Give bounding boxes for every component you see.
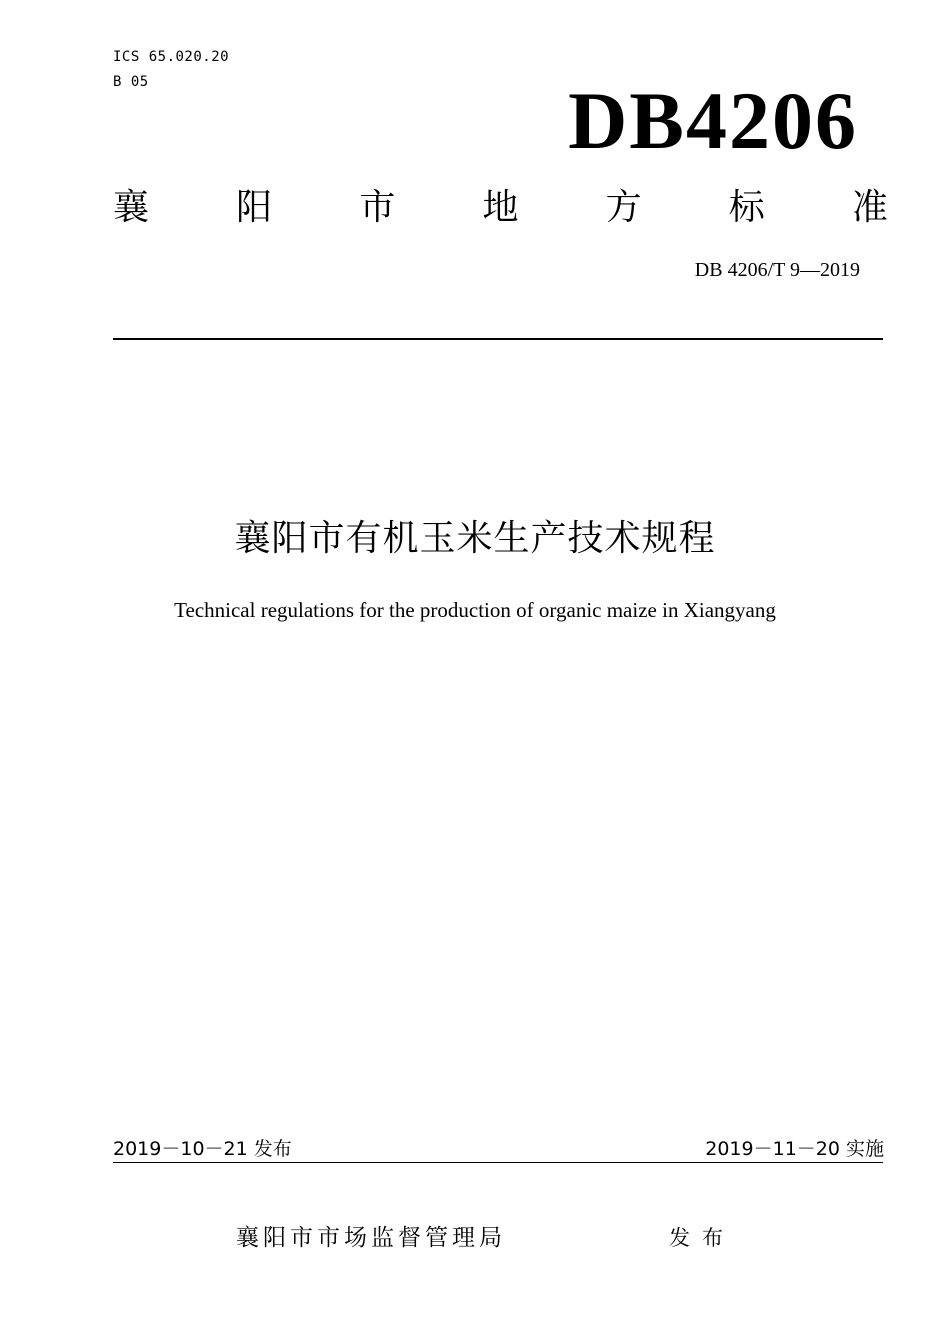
document-title-english: Technical regulations for the production of organic maize in Xiangyang	[174, 598, 776, 622]
issuing-action: 发布	[669, 1226, 735, 1250]
footer-divider	[113, 1162, 883, 1163]
standard-type-char: 标	[728, 187, 765, 228]
document-title-chinese: 襄阳市有机玉米生产技术规程	[234, 518, 716, 559]
standard-type-char: 市	[359, 187, 396, 228]
issuing-authority: 襄阳市市场监督管理局	[236, 1225, 506, 1251]
standard-type-char: 方	[605, 187, 642, 228]
ics-code: ICS 65.020.20	[113, 49, 230, 65]
implementation-date: 2019－11－20 实施	[705, 1138, 884, 1160]
ccs-code: B 05	[113, 74, 149, 90]
standard-type-char: 准	[851, 187, 888, 228]
db-code-logo: DB4206	[568, 75, 858, 166]
standard-type-heading	[113, 184, 888, 232]
standard-type-char: 阳	[236, 187, 273, 228]
standard-type-char: 地	[482, 187, 519, 228]
standard-type-char: 襄	[113, 187, 150, 228]
header-divider	[113, 338, 883, 340]
issue-date: 2019－10－21 发布	[113, 1138, 292, 1160]
standard-number: DB 4206/T 9—2019	[694, 259, 860, 281]
